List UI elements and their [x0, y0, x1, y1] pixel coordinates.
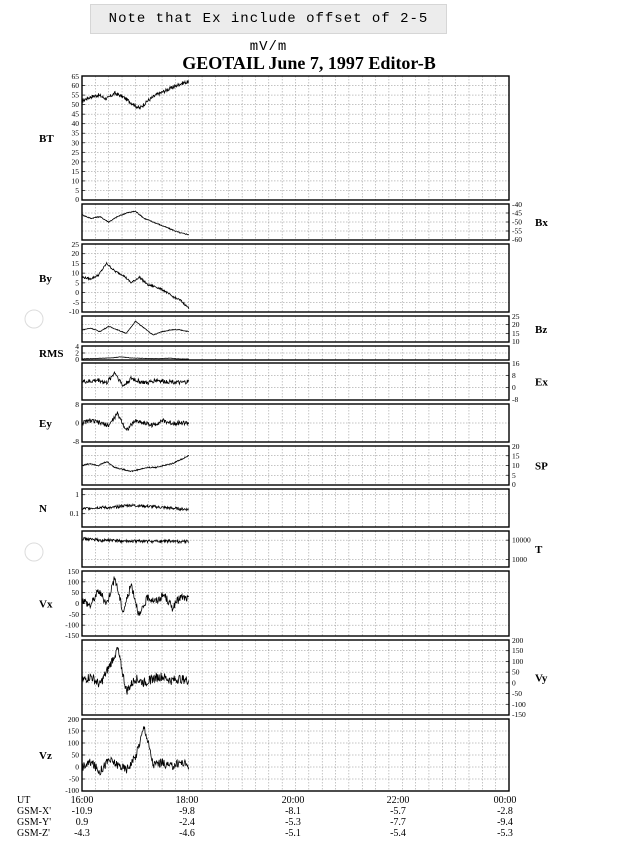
tick-label: 5 [75, 185, 79, 195]
tick-label: 0.1 [69, 509, 79, 519]
tick-label: -60 [512, 235, 522, 244]
footer-value: -7.7 [390, 817, 406, 828]
footer-value: 20:00 [281, 795, 305, 806]
panel-label: By [39, 273, 52, 285]
tick-label: 25 [71, 240, 79, 249]
panel-label: Vx [39, 598, 53, 611]
footer-value: -5.4 [390, 828, 406, 839]
tick-label: -150 [512, 710, 526, 719]
panel-sp [82, 442, 548, 489]
tick-label: 0 [512, 678, 516, 688]
panel-vy [82, 636, 548, 719]
panel-ex [82, 359, 548, 404]
tick-label: 0 [75, 599, 79, 608]
panel-vx [39, 567, 509, 640]
tick-label: 20 [71, 157, 79, 167]
footer-row-label: GSM-Y' [17, 817, 52, 828]
tick-label: 50 [512, 667, 520, 677]
tick-label: 100 [512, 656, 524, 666]
tick-label: 0 [75, 762, 79, 772]
tick-label: 100 [67, 738, 79, 748]
panel-bt [39, 72, 509, 204]
footer-value: 22:00 [386, 795, 410, 806]
footer-value: 18:00 [175, 795, 199, 806]
tick-label: -8 [72, 437, 79, 446]
tick-label: -50 [69, 609, 79, 619]
tick-label: 16 [512, 359, 520, 368]
tick-label: 100 [67, 577, 79, 587]
footer-value: 0.9 [75, 817, 89, 828]
tick-label: -100 [512, 699, 526, 709]
tick-label: -100 [65, 786, 79, 795]
offset-note: Note that Ex include offset of 2-5 mV/m [90, 4, 447, 34]
tick-label: 65 [71, 72, 79, 81]
tick-label: 0 [75, 195, 79, 204]
tick-label: 15 [512, 451, 520, 461]
chart-title: GEOTAIL June 7, 1997 Editor-B [182, 53, 436, 73]
tick-label: 0 [512, 383, 516, 393]
footer-value: -10.9 [71, 806, 93, 817]
tick-label: -40 [512, 200, 522, 209]
tick-label: 30 [71, 138, 79, 148]
tick-label: -50 [512, 217, 522, 227]
panel-label: SP [535, 460, 548, 473]
tick-label: 15 [71, 166, 79, 176]
panel-bx [82, 200, 548, 244]
panel-label: Vy [535, 672, 548, 685]
panel-label: Bz [535, 324, 548, 336]
tick-label: 10000 [512, 535, 531, 545]
tick-label: 20 [512, 320, 520, 330]
panel-rms [39, 342, 509, 364]
tick-label: -55 [512, 226, 522, 236]
tick-label: 0 [75, 355, 79, 364]
footer-value: 00:00 [493, 795, 517, 806]
footer-value: -5.1 [285, 828, 301, 839]
tick-label: 40 [71, 119, 79, 129]
tick-label: 1 [75, 490, 79, 500]
tick-label: 8 [75, 400, 79, 409]
tick-label: 50 [71, 588, 79, 598]
tick-label: 25 [71, 147, 79, 157]
tick-label: 1000 [512, 554, 527, 564]
binder-hole [25, 543, 43, 561]
tick-label: 0 [75, 288, 79, 298]
panel-label: RMS [39, 348, 64, 360]
tick-label: 200 [512, 636, 524, 645]
tick-label: 10 [71, 176, 79, 186]
footer-value: -5.3 [497, 828, 513, 839]
panel-label: N [39, 503, 47, 515]
panel-n [39, 489, 509, 527]
footer-value: 16:00 [70, 795, 94, 806]
tick-label: 2 [75, 348, 79, 358]
tick-label: 50 [71, 750, 79, 760]
tick-label: -150 [65, 631, 79, 640]
footer-value: -4.6 [179, 828, 195, 839]
panel-label: BT [39, 133, 54, 145]
tick-label: 15 [512, 328, 520, 338]
trace-sp [82, 456, 189, 472]
tick-label: -100 [65, 620, 79, 630]
tick-label: 25 [512, 312, 520, 321]
panel-vz [39, 715, 509, 795]
footer-row-label: GSM-X' [17, 806, 52, 817]
panel-label: Ey [39, 418, 52, 430]
tick-label: 4 [75, 342, 79, 351]
panel-label: Ex [535, 376, 548, 389]
panel-bz [82, 312, 547, 346]
footer-row-label: UT [17, 795, 31, 806]
tick-label: -50 [512, 689, 522, 699]
tick-label: 8 [512, 370, 516, 380]
tick-label: -10 [69, 307, 79, 316]
panel-label: T [535, 544, 543, 556]
tick-label: 5 [75, 278, 79, 288]
tick-label: 200 [67, 715, 79, 724]
tick-label: 35 [71, 128, 79, 138]
tick-label: 0 [512, 480, 516, 489]
footer-value: -8.1 [285, 806, 301, 817]
binder-hole [25, 310, 43, 328]
tick-label: 15 [71, 258, 79, 268]
tick-label: 10 [512, 461, 520, 470]
panel-label: Vz [39, 750, 52, 762]
panel-by [39, 240, 509, 316]
tick-label: 10 [71, 268, 79, 278]
footer-value: -9.8 [179, 806, 195, 817]
footer-value: -9.4 [497, 817, 513, 828]
panel-t [82, 531, 543, 567]
tick-label: 20 [512, 442, 520, 451]
footer-value: -4.3 [74, 828, 90, 839]
tick-label: 150 [67, 567, 79, 576]
tick-label: 20 [71, 249, 79, 259]
tick-label: 5 [512, 470, 516, 480]
tick-label: 50 [71, 100, 79, 110]
panel-label: Bx [535, 217, 548, 229]
footer-value: -5.3 [285, 817, 301, 828]
footer-value: -2.4 [179, 817, 195, 828]
footer-value: -2.8 [497, 806, 513, 817]
tick-label: 10 [512, 337, 520, 346]
tick-label: 60 [71, 81, 79, 91]
tick-label: 45 [71, 109, 79, 119]
tick-label: 150 [67, 726, 79, 736]
tick-label: -50 [69, 774, 79, 784]
panel-ey [39, 400, 509, 446]
footer-row-label: GSM-Z' [17, 828, 50, 839]
tick-label: 150 [512, 646, 524, 656]
tick-label: -5 [72, 297, 79, 307]
footer-value: -5.7 [390, 806, 406, 817]
tick-label: -8 [512, 395, 519, 404]
tick-label: -45 [512, 208, 522, 218]
tick-label: 0 [75, 418, 79, 428]
tick-label: 55 [71, 90, 79, 100]
